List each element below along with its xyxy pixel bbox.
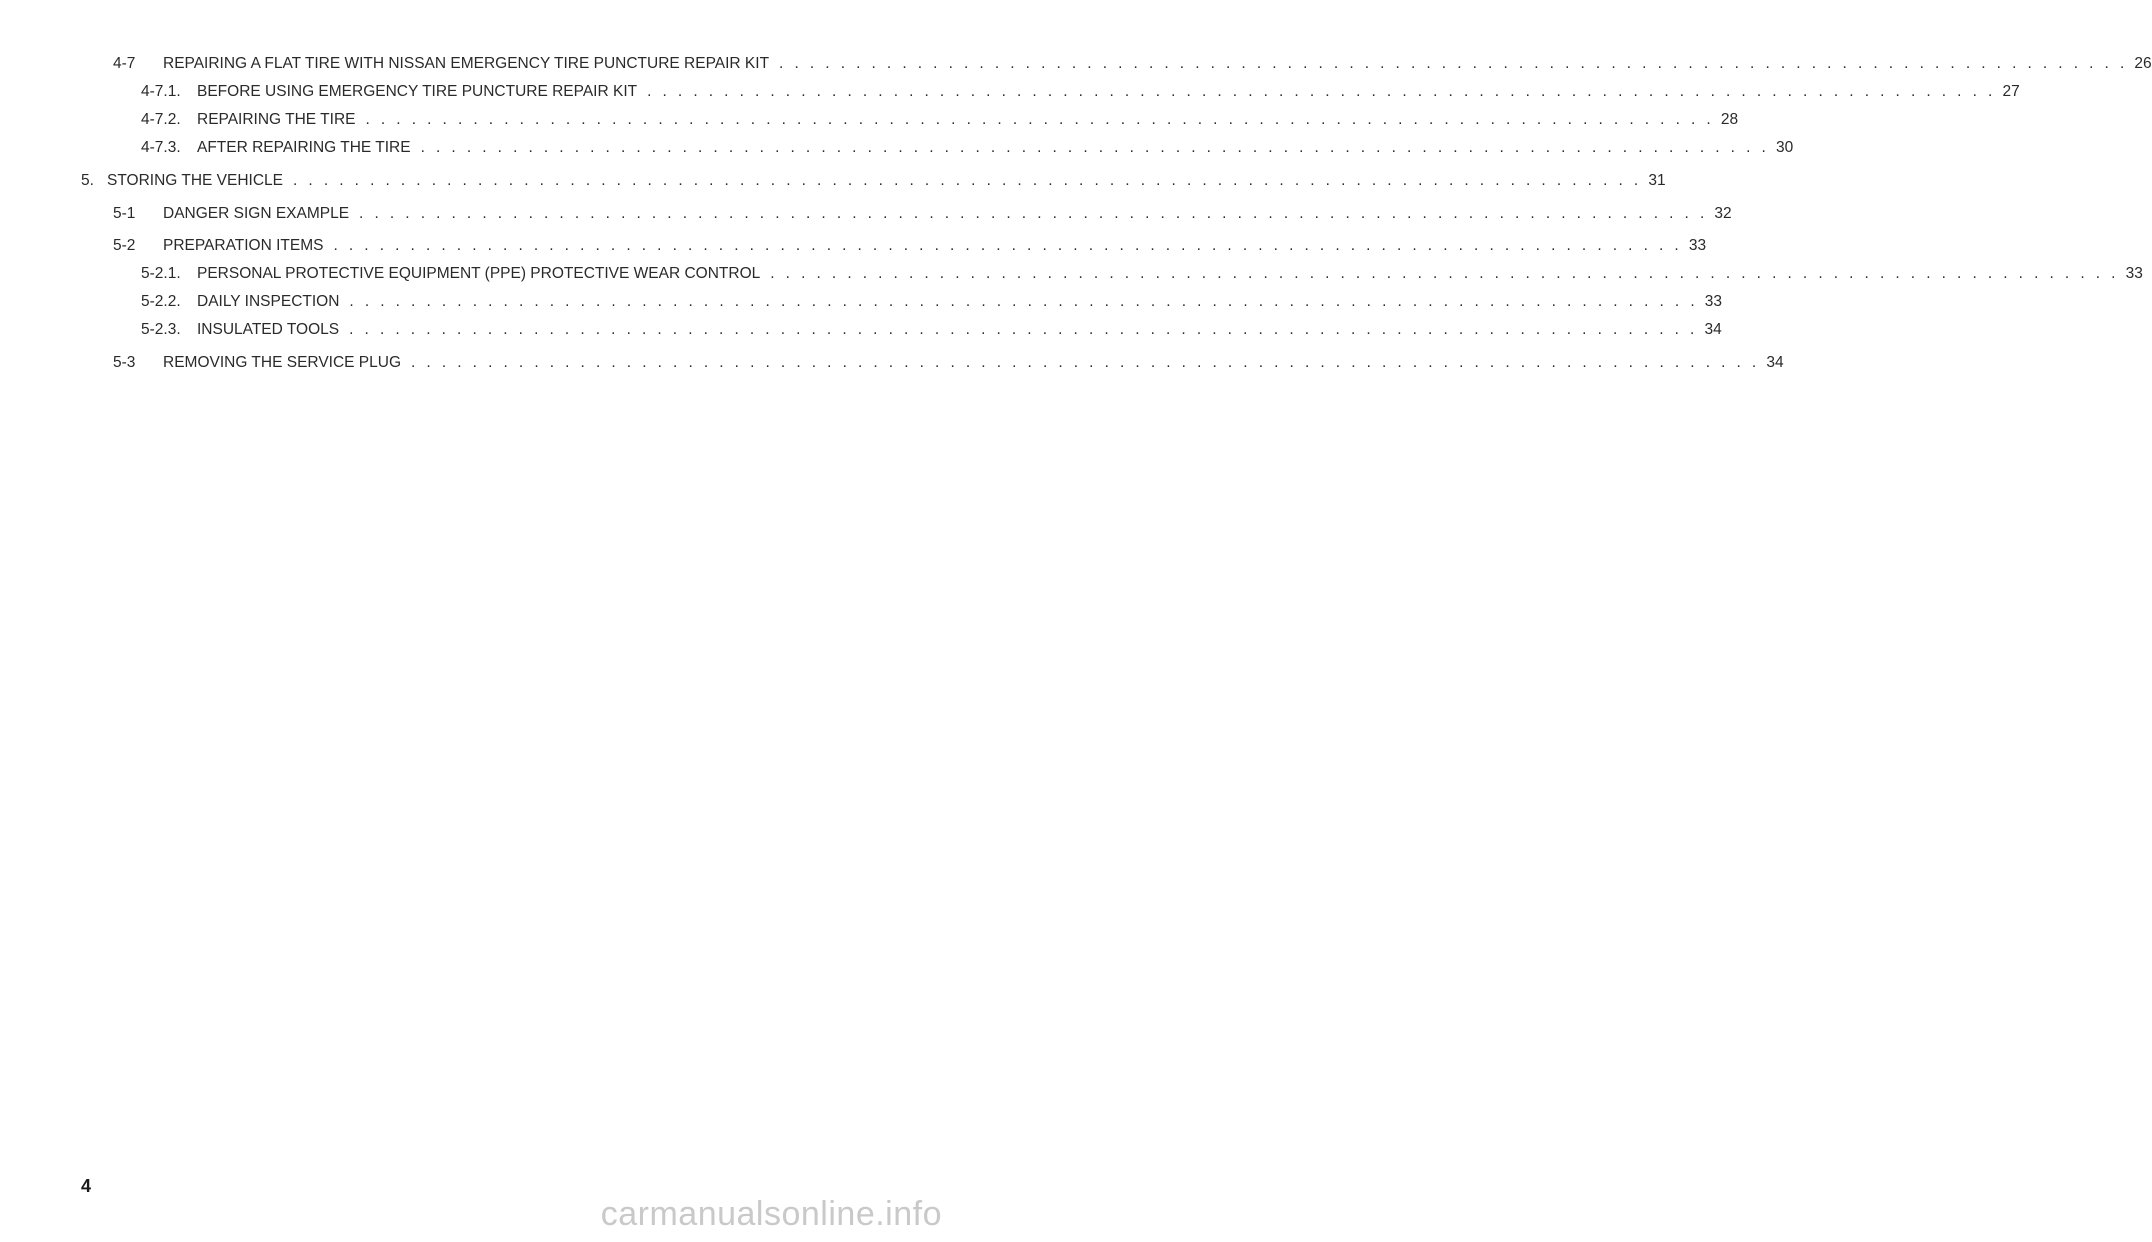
toc-entry-number: 4-7 — [113, 55, 136, 72]
toc-entry-number: 5-1 — [113, 205, 136, 222]
toc-entry-number: 5-2 — [113, 237, 136, 254]
dot-leader: . . . . . . . . . . . . . . . . . . . . . . . . . . . . . . . . . . . . . . . . . . . . . . . . . . . . . . . . . . . . . . . . . . . . . . . . . . . . . . . . . . . . . . . . — [333, 237, 1683, 254]
dot-leader: . . . . . . . . . . . . . . . . . . . . . . . . . . . . . . . . . . . . . . . . . . . . . . . . . . . . . . . . . . . . . . . . . . . . . . . . . . . . . . . . . . . . . . . . — [647, 83, 1996, 100]
toc-entry-4-7-1[interactable] — [141, 82, 2020, 102]
toc-entry-number: 4-7.2. — [141, 111, 181, 128]
dot-leader: . . . . . . . . . . . . . . . . . . . . . . . . . . . . . . . . . . . . . . . . . . . . . . . . . . . . . . . . . . . . . . . . . . . . . . . . . . . . . . . . . . . . . . . . — [359, 205, 1708, 222]
watermark-text: carmanualsonline.info — [600, 1195, 942, 1233]
toc-entry-number: 5-2.1. — [141, 265, 181, 282]
dot-leader: . . . . . . . . . . . . . . . . . . . . . . . . . . . . . . . . . . . . . . . . . . . . . . . . . . . . . . . . . . . . . . . . . . . . . . . . . . . . . . . . . . . . . . . . — [770, 265, 2119, 282]
toc-entry-number: 5-3 — [113, 354, 136, 371]
toc-entry-title: REPAIRING A FLAT TIRE WITH NISSAN EMERGENCY TIRE PUNCTURE REPAIR KIT — [163, 55, 770, 72]
toc-entry-page: 32 — [1714, 205, 1732, 222]
toc-entry-title: REMOVING THE SERVICE PLUG — [163, 354, 402, 371]
toc-entry-page: 34 — [1704, 321, 1722, 338]
page-number: 4 — [81, 1176, 92, 1196]
toc-entry-5-3[interactable] — [113, 353, 1784, 373]
dot-leader: . . . . . . . . . . . . . . . . . . . . . . . . . . . . . . . . . . . . . . . . . . . . . . . . . . . . . . . . . . . . . . . . . . . . . . . . . . . . . . . . . . . . . . . . — [365, 111, 1715, 128]
toc-entry-title: BEFORE USING EMERGENCY TIRE PUNCTURE REPAIR KIT — [197, 83, 638, 100]
toc-entry-page: 26 — [2134, 55, 2152, 72]
toc-entry-page: 30 — [1775, 139, 1794, 156]
toc-entry-title: INSULATED TOOLS — [197, 321, 340, 338]
toc-entry-title: PREPARATION ITEMS — [163, 237, 324, 254]
dot-leader: . . . . . . . . . . . . . . . . . . . . . . . . . . . . . . . . . . . . . . . . . . . . . . . . . . . . . . . . . . . . . . . . . . . . . . . . . . . . . . . . . . . . . . . . — [411, 354, 1760, 371]
toc-entry-title: DAILY INSPECTION — [197, 293, 340, 310]
toc-entry-5-2[interactable] — [113, 236, 1707, 256]
toc-entry-4-7-2[interactable] — [141, 110, 1739, 130]
toc-entry-number: 5-2.3. — [141, 321, 181, 338]
toc-entry-title: STORING THE VEHICLE — [107, 172, 283, 189]
toc-entry-number: 4-7.3. — [141, 139, 181, 156]
toc-entry-title: PERSONAL PROTECTIVE EQUIPMENT (PPE) PROTECTIVE WEAR CONTROL — [197, 265, 761, 282]
toc-entry-page: 31 — [1648, 172, 1666, 189]
toc-entry-title: REPAIRING THE TIRE — [197, 111, 356, 128]
dot-leader: . . . . . . . . . . . . . . . . . . . . . . . . . . . . . . . . . . . . . . . . . . . . . . . . . . . . . . . . . . . . . . . . . . . . . . . . . . . . . . . . . . . . . . . . — [349, 321, 1698, 338]
toc-entry-number: 4-7.1. — [141, 83, 181, 100]
toc-entry-4-7[interactable] — [113, 54, 2152, 74]
dot-leader: . . . . . . . . . . . . . . . . . . . . . . . . . . . . . . . . . . . . . . . . . . . . . . . . . . . . . . . . . . . . . . . . . . . . . . . . . . . . . . . . . . . . . . . . — [349, 293, 1699, 310]
toc-entry-title: DANGER SIGN EXAMPLE — [163, 205, 350, 222]
dot-leader: . . . . . . . . . . . . . . . . . . . . . . . . . . . . . . . . . . . . . . . . . . . . . . . . . . . . . . . . . . . . . . . . . . . . . . . . . . . . . . . . . . . . . . . . — [420, 139, 1770, 156]
toc-entry-title: AFTER REPAIRING THE TIRE — [197, 139, 411, 156]
toc-entry-page: 28 — [1720, 111, 1739, 128]
toc-entry-4-7-3[interactable] — [141, 138, 1794, 158]
toc-entry-number: 5. — [81, 172, 94, 189]
toc-entry-page: 33 — [2125, 265, 2143, 282]
toc-entry-5-2-1[interactable] — [141, 264, 2143, 284]
toc-entry-page: 27 — [2002, 83, 2020, 100]
toc-entry-page: 33 — [1704, 293, 1723, 310]
toc-entry-5-2-3[interactable] — [141, 320, 1722, 340]
toc-entry-5[interactable] — [81, 171, 1666, 191]
toc-entry-5-2-2[interactable] — [141, 292, 1723, 312]
toc-entry-page: 34 — [1766, 354, 1784, 371]
toc-entry-5-1[interactable] — [113, 204, 1732, 224]
toc-entry-page: 33 — [1688, 237, 1707, 254]
dot-leader: . . . . . . . . . . . . . . . . . . . . . . . . . . . . . . . . . . . . . . . . . . . . . . . . . . . . . . . . . . . . . . . . . . . . . . . . . . . . . . . . . . . . . . . . — [293, 172, 1642, 189]
dot-leader: . . . . . . . . . . . . . . . . . . . . . . . . . . . . . . . . . . . . . . . . . . . . . . . . . . . . . . . . . . . . . . . . . . . . . . . . . . . . . . . . . . . . . . . . — [779, 55, 2128, 72]
toc-entry-number: 5-2.2. — [141, 293, 181, 310]
